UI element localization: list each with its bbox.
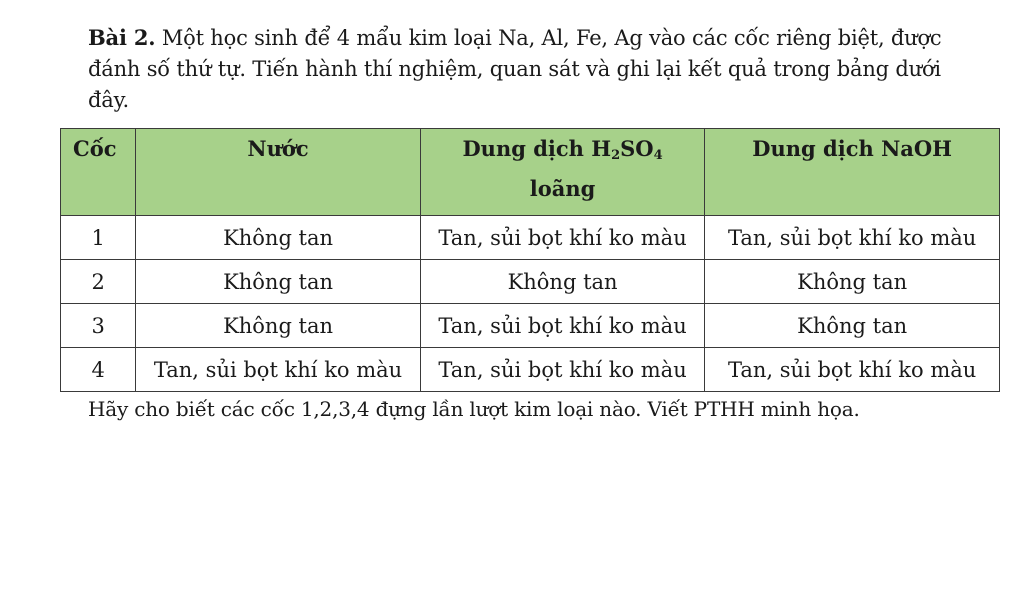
header-h2so4-suffix: loãng	[529, 176, 596, 201]
question-text: Hãy cho biết các cốc 1,2,3,4 đựng lần lượt kim loại nào. Viết PTHH minh họa.	[88, 397, 860, 421]
cell-h2so4: Tan, sủi bọt khí ko màu	[420, 304, 705, 348]
header-coc: Cốc	[61, 129, 136, 216]
cell-coc: 2	[61, 260, 136, 304]
cell-h2so4: Không tan	[420, 260, 705, 304]
cell-nuoc: Tan, sủi bọt khí ko màu	[136, 348, 421, 392]
cell-coc: 1	[61, 216, 136, 260]
table-row	[61, 260, 1000, 304]
problem-statement	[88, 22, 968, 116]
table-row	[61, 348, 1000, 392]
header-h2so4-prefix: Dung dịch H	[462, 136, 612, 161]
cell-coc: 4	[61, 348, 136, 392]
header-h2so4-mid: SO	[620, 136, 654, 161]
header-naoh: Dung dịch NaOH	[705, 129, 1000, 216]
table-header-row	[61, 129, 1000, 216]
cell-naoh: Không tan	[705, 304, 1000, 348]
cell-h2so4: Tan, sủi bọt khí ko màu	[420, 348, 705, 392]
cell-naoh: Không tan	[705, 260, 1000, 304]
cell-naoh: Tan, sủi bọt khí ko màu	[705, 348, 1000, 392]
header-h2so4-sub1: 2	[611, 148, 621, 163]
cell-nuoc: Không tan	[136, 260, 421, 304]
table-row	[61, 304, 1000, 348]
problem-label: Bài 2.	[88, 25, 156, 50]
results-table	[60, 128, 1000, 392]
cell-coc: 3	[61, 304, 136, 348]
cell-h2so4: Tan, sủi bọt khí ko màu	[420, 216, 705, 260]
header-h2so4-sub2: 4	[653, 148, 663, 163]
cell-naoh: Tan, sủi bọt khí ko màu	[705, 216, 1000, 260]
header-h2so4	[420, 129, 705, 216]
table-row	[61, 216, 1000, 260]
cell-nuoc: Không tan	[136, 304, 421, 348]
header-nuoc: Nước	[136, 129, 421, 216]
problem-text: Một học sinh để 4 mẩu kim loại Na, Al, Fe, Ag vào các cốc riêng biệt, được đánh số thứ tự. Tiến hành thí nghiệm, quan sát và ghi lại kết quả trong bảng dưới đây.	[88, 26, 942, 112]
cell-nuoc: Không tan	[136, 216, 421, 260]
